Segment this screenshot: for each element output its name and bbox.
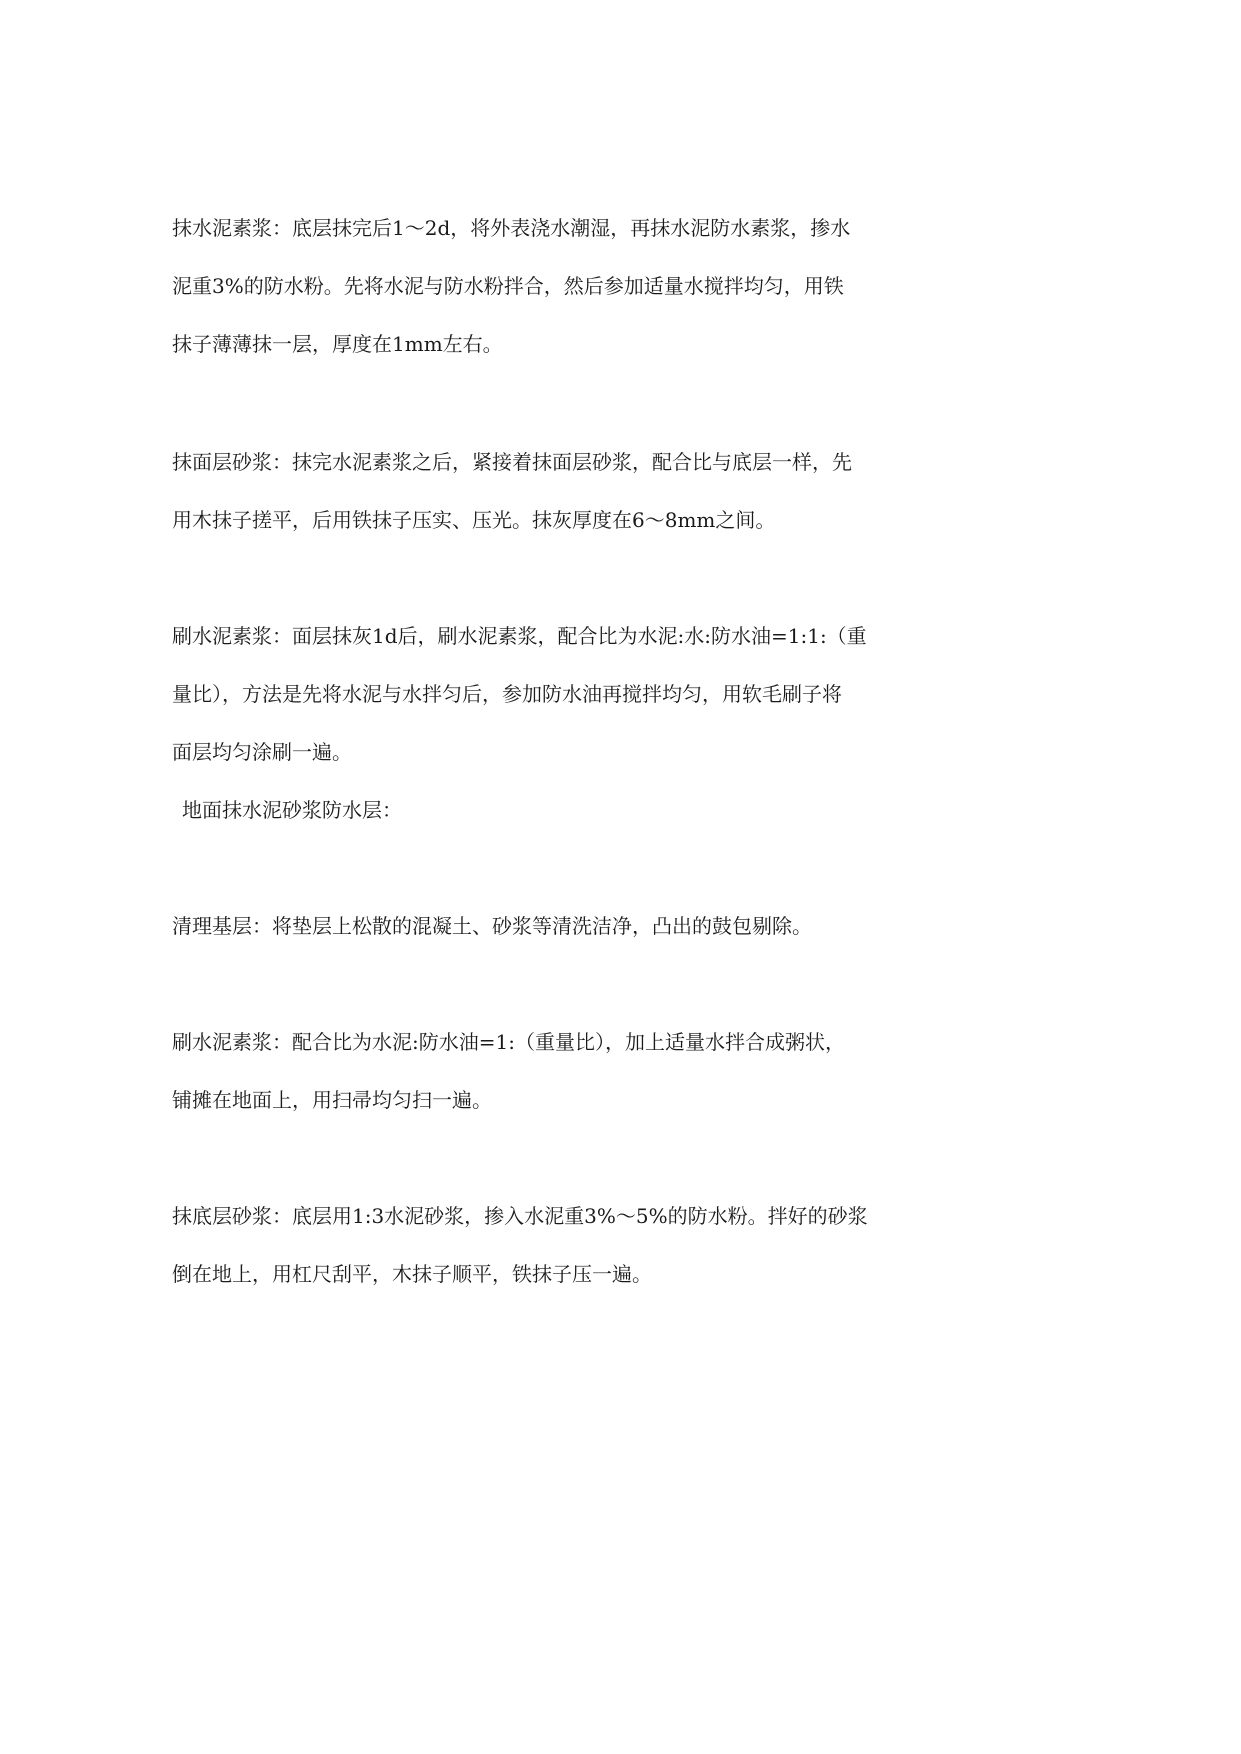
paragraph-line: 清理基层：将垫层上松散的混凝土、砂浆等清洗洁净，凸出的鼓包剔除。 [172,914,812,938]
paragraph-line: 刷水泥素浆：面层抹灰1d后，刷水泥素浆，配合比为水泥:水:防水油=1:1:（重 [172,624,867,648]
paragraph-line: 面层均匀涂刷一遍。 [172,740,352,764]
paragraph-line: 量比），方法是先将水泥与水拌匀后，参加防水油再搅拌均匀，用软毛刷子将 [172,682,842,706]
paragraph-line: 用木抹子搓平，后用铁抹子压实、压光。抹灰厚度在6～8mm之间。 [172,508,776,532]
section-heading: 地面抹水泥砂浆防水层： [182,798,402,822]
paragraph-line: 倒在地上，用杠尺刮平，木抹子顺平，铁抹子压一遍。 [172,1262,652,1286]
paragraph-line: 刷水泥素浆：配合比为水泥:防水油=1:（重量比），加上适量水拌合成粥状， [172,1030,845,1054]
paragraph-line: 抹底层砂浆：底层用1:3水泥砂浆，掺入水泥重3%～5%的防水粉。拌好的砂浆 [172,1204,868,1228]
paragraph-line: 抹水泥素浆：底层抹完后1～2d，将外表浇水潮湿，再抹水泥防水素浆，掺水 [172,216,851,240]
paragraph-line: 泥重3%的防水粉。先将水泥与防水粉拌合，然后参加适量水搅拌均匀，用铁 [172,274,844,298]
paragraph-line: 抹面层砂浆：抹完水泥素浆之后，紧接着抹面层砂浆，配合比与底层一样，先 [172,450,852,474]
paragraph-line: 抹子薄薄抹一层，厚度在1mm左右。 [172,332,503,356]
paragraph-line: 铺摊在地面上，用扫帚均匀扫一遍。 [172,1088,492,1112]
